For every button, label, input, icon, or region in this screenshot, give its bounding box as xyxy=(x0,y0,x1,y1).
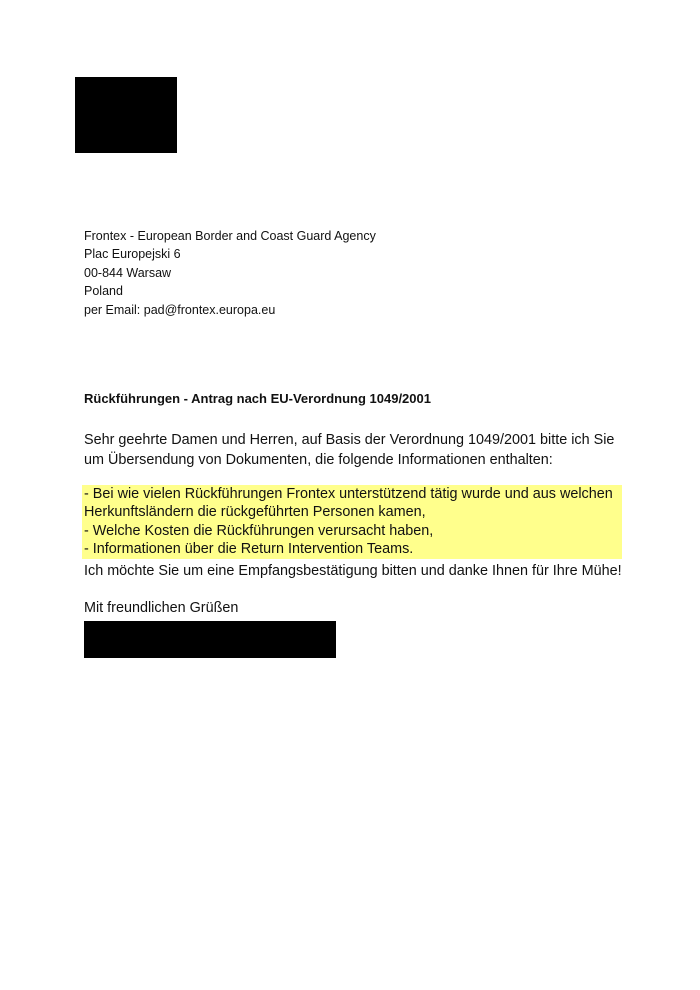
request-item-2: - Welche Kosten die Rückführungen verursacht haben, xyxy=(84,522,434,539)
recipient-agency: Frontex - European Border and Coast Guard Agency xyxy=(84,229,376,243)
letter-intro xyxy=(84,430,644,470)
intro-line-1: Sehr geehrte Damen und Herren, auf Basis der Verordnung 1049/2001 bitte ich Sie xyxy=(84,432,615,448)
thanks-line: Ich möchte Sie um eine Empfangsbestätigung bitten und danke Ihnen für Ihre Mühe! xyxy=(84,563,622,579)
request-item-3: - Informationen über die Return Intervention Teams. xyxy=(84,541,414,558)
recipient-address xyxy=(84,227,376,319)
highlighted-requests xyxy=(82,485,622,559)
closing-salutation: Mit freundlichen Grüßen xyxy=(84,600,239,616)
recipient-country: Poland xyxy=(84,284,123,299)
recipient-postcode-city: 00-844 Warsaw xyxy=(84,265,172,280)
recipient-email: per Email: pad@frontex.europa.eu xyxy=(84,302,276,317)
request-item-1-line-1: - Bei wie vielen Rückführungen Frontex unterstützend tätig wurde und aus welchen xyxy=(84,486,613,502)
redacted-signature-block xyxy=(84,621,336,658)
request-item-1-line-2: Herkunftsländern die rückgeführten Personen kamen, xyxy=(84,504,426,521)
letter-subject: Rückführungen - Antrag nach EU-Verordnung 1049/2001 xyxy=(84,391,431,406)
redacted-logo-block xyxy=(75,77,177,153)
recipient-street: Plac Europejski 6 xyxy=(84,247,181,262)
intro-line-2: um Übersendung von Dokumenten, die folgende Informationen enthalten: xyxy=(84,452,553,468)
